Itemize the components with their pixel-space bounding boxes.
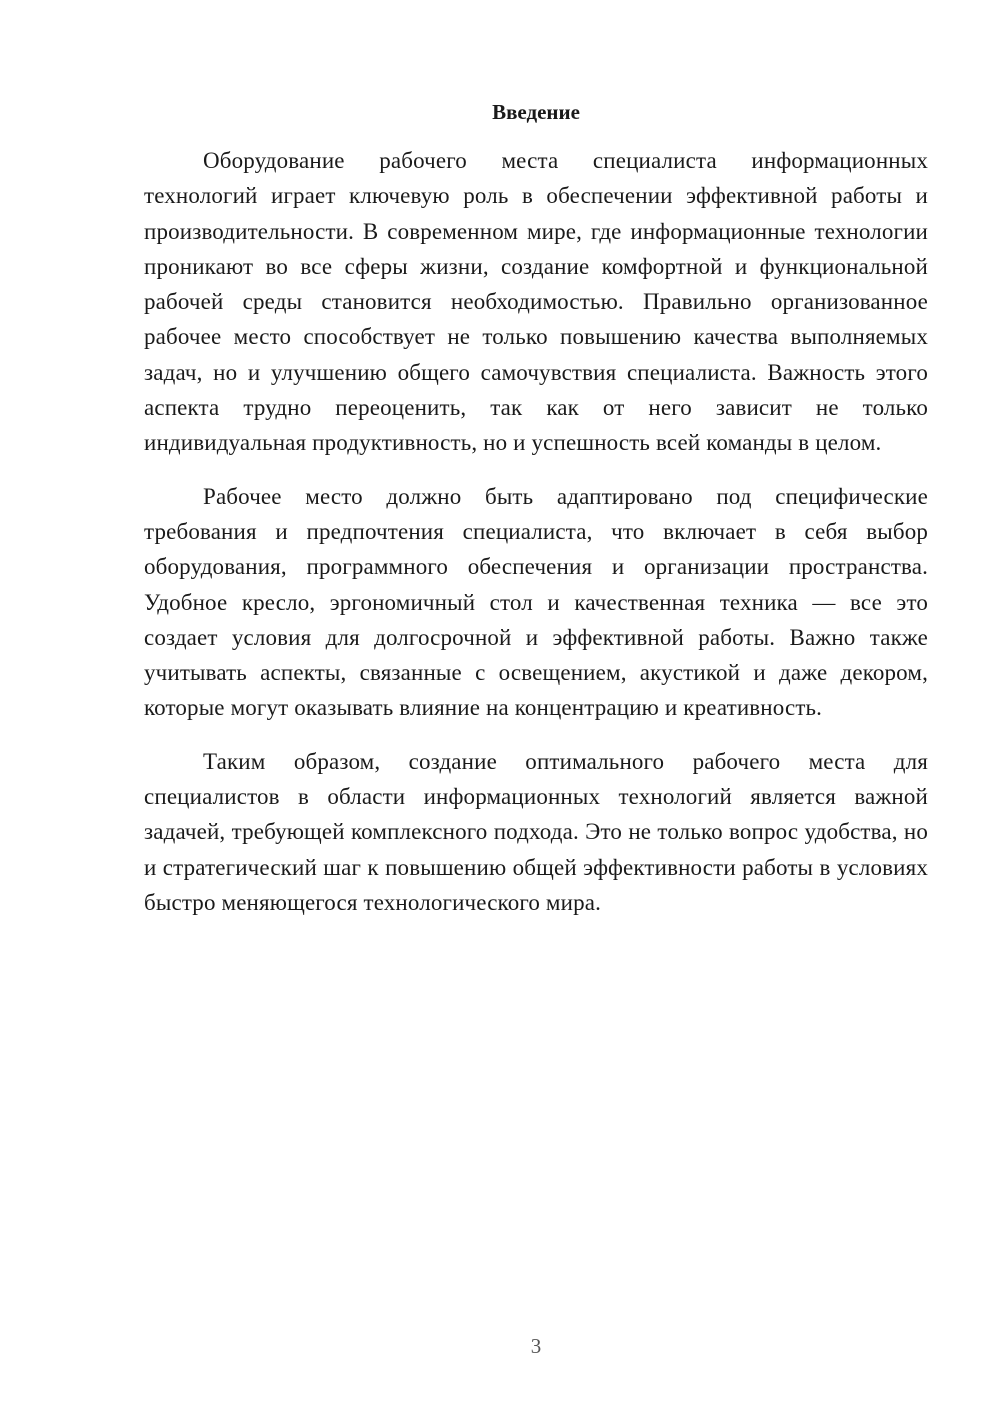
paragraph-2: Рабочее место должно быть адаптировано под специфические требования и предпочтения специалиста, что включает в себя выбор оборудования, программного обеспечения и организации пространства. Удобное кресло, эргономичный стол и качественная техника — все это создает условия для долгосрочной и эффективной работы. Важно также учитывать аспекты, связанные с освещением, акустикой и даже декором, которые могут оказывать влияние на концентрацию и креативность. — [144, 483, 928, 721]
page-number: 3 — [530, 1334, 542, 1358]
paragraph-3: Таким образом, создание оптимального рабочего места для специалистов в области информационных технологий является важной задачей, требующей комплексного подхода. Это не только вопрос удобства, но и стратегический шаг к повышению общей эффективности работы в условиях быстро меняющегося технологического мира. — [144, 748, 928, 915]
section-heading: Введение — [492, 100, 580, 124]
paragraph-1: Оборудование рабочего места специалиста информационных технологий играет ключевую роль в обеспечении эффективной работы и производительности. В современном мире, где информационные технологии проникают во все сферы жизни, создание комфортной и функциональной рабочей среды становится необходимостью. Правильно организованное рабочее место способствует не только повышению качества выполняемых задач, но и улучшению общего самочувствия специалиста. Важность этого аспекта трудно переоценить, так как от него зависит не только индивидуальная продуктивность, но и успешность всей команды в целом. — [144, 148, 928, 456]
body-text — [144, 143, 928, 938]
